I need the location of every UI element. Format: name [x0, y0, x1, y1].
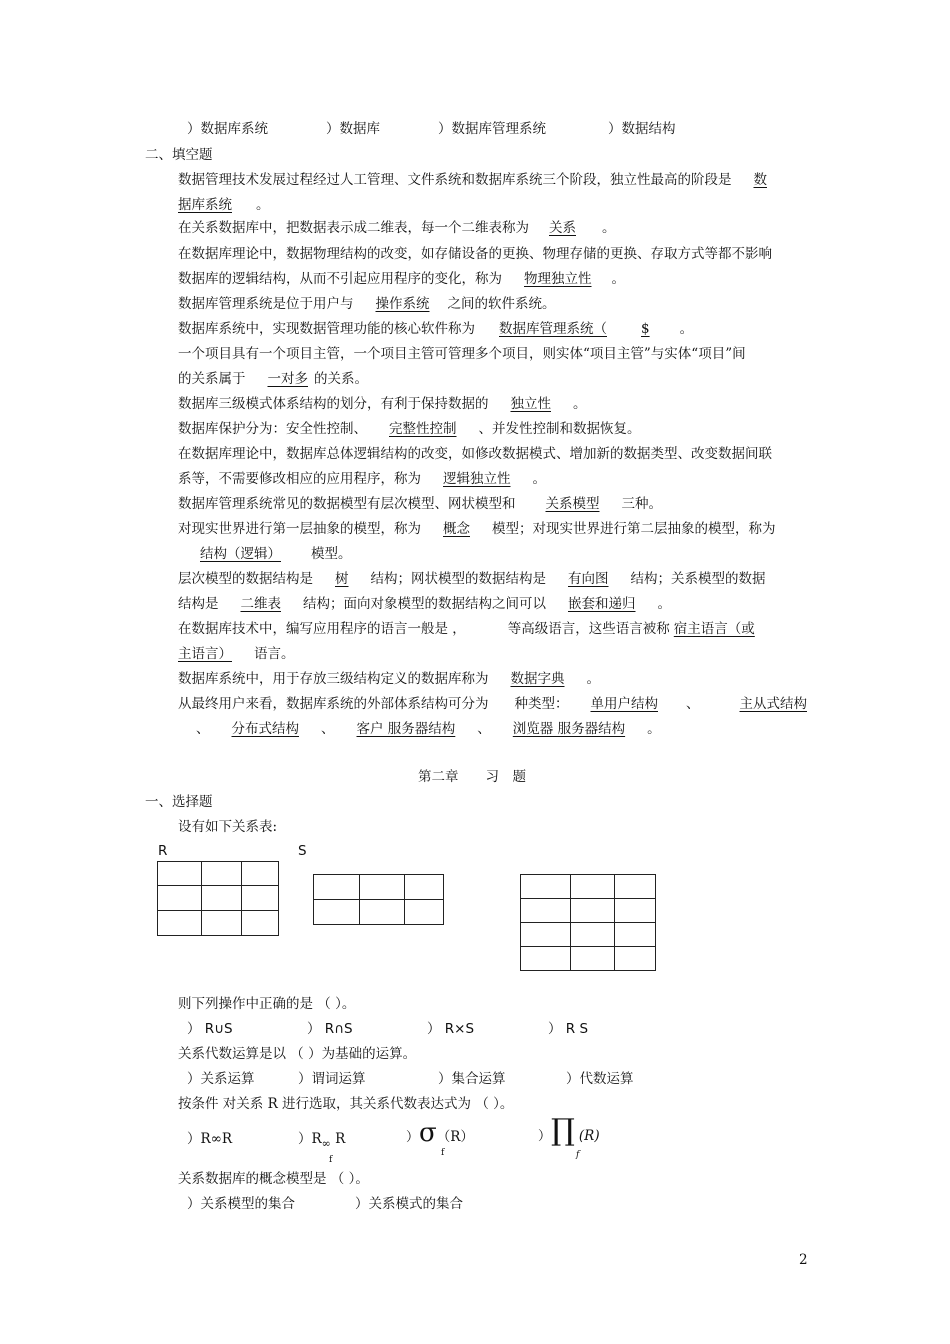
- fill-question-11-cont: 结构（逻辑） 模型。: [200, 546, 352, 562]
- q3-option-c-subscript: f: [441, 1148, 445, 1158]
- q1-stem: 则下列操作中正确的是 （ ）。: [178, 996, 356, 1012]
- question-intro: 设有如下关系表:: [178, 819, 278, 835]
- page-number: 2: [799, 1252, 808, 1268]
- fill-question-3-cont: 数据库的逻辑结构，从而不引起应用程序的变化，称为 物理独立性 。: [178, 271, 625, 287]
- q2-option-b: ）谓词运算: [298, 1071, 366, 1087]
- table-label-s: S: [298, 843, 307, 859]
- fill-question-15: 从最终用户来看，数据库系统的外部体系结构可分为 种类型： 单用户结构 、 主从式结构: [178, 696, 807, 712]
- fill-question-6-cont: 的关系属于 一对多 的关系。: [178, 371, 368, 387]
- fill-question-9: 在数据库理论中，数据库总体逻辑结构的改变，如修改数据模式、增加新的数据类型、改变数据间联: [178, 446, 772, 462]
- option-c: ）数据库管理系统: [438, 121, 546, 137]
- fill-question-1: 数据管理技术发展过程经过人工管理、文件系统和数据库系统三个阶段，独立性最高的阶段是 数: [178, 172, 767, 188]
- option-d: ）数据结构: [608, 121, 676, 137]
- fill-question-12-cont: 结构是 二维表 结构；面向对象模型的数据结构之间可以 嵌套和递归 。: [178, 596, 671, 612]
- q2-stem: 关系代数运算是以 （ ）为基础的运算。: [178, 1046, 417, 1062]
- fill-question-13: 在数据库技术中，编写应用程序的语言一般是 ， 等高级语言，这些语言被称 宿主语言（或: [178, 621, 755, 637]
- fill-question-2: 在关系数据库中，把数据表示成二维表，每一个二维表称为 关系 。: [178, 220, 616, 236]
- q4-option-b: ）关系模式的集合: [355, 1196, 463, 1212]
- q3-option-b: ）$R_\infty$ R: [298, 1131, 346, 1150]
- fill-question-5: 数据库系统中，实现数据管理功能的核心软件称为 数据库管理系统（ $ 。: [178, 321, 694, 337]
- fill-question-11: 对现实世界进行第一层抽象的模型，称为 概念 模型；对现实世界进行第二层抽象的模型，称为: [178, 521, 776, 537]
- fill-question-8: 数据库保护分为：安全性控制、 完整性控制 、并发性控制和数据恢复。: [178, 421, 641, 437]
- option-b: ）数据库: [326, 121, 380, 137]
- q3-stem: 按条件 对关系 R 进行选取，其关系代数表达式为 （ ）。: [178, 1096, 514, 1112]
- fill-question-4: 数据库管理系统是位于用户与 操作系统 之间的软件系统。: [178, 296, 556, 312]
- q3-option-d-subscript: f: [576, 1150, 580, 1160]
- relation-s-table: [313, 874, 444, 925]
- q3-option-d: ）∏ (R): [538, 1113, 600, 1148]
- section-title-fill-blank: 二、填空题: [145, 147, 213, 163]
- fill-question-13-cont: 主语言） 语言。: [178, 646, 295, 662]
- chapter-title: 第二章 习 题: [418, 769, 526, 785]
- q4-option-a: ）关系模型的集合: [187, 1196, 295, 1212]
- q3-option-c: ）σ（R）: [406, 1118, 474, 1148]
- q2-option-a: ）关系运算: [187, 1071, 255, 1087]
- q4-stem: 关系数据库的概念模型是 （ ）。: [178, 1171, 369, 1187]
- table-label-r: R: [158, 843, 168, 859]
- fill-question-14: 数据库系统中，用于存放三级结构定义的数据库称为 数据字典 。: [178, 671, 600, 687]
- fill-question-9-cont: 系等，不需要修改相应的应用程序，称为 逻辑独立性 。: [178, 471, 546, 487]
- q2-option-d: ）代数运算: [566, 1071, 634, 1087]
- fill-question-7: 数据库三级模式体系结构的划分，有利于保持数据的 独立性 。: [178, 396, 587, 412]
- fill-question-3: 在数据库理论中，数据物理结构的改变，如存储设备的更换、物理存储的更换、存取方式等都不影响: [178, 246, 772, 262]
- fill-question-1-cont: 据库系统 。: [178, 197, 270, 213]
- q3-option-b-subscript: f: [329, 1155, 333, 1165]
- q1-option-b: ） R∩S: [307, 1021, 353, 1037]
- fill-question-15-cont: 、 分布式结构 、 客户 服务器结构 、 浏览器 服务器结构 。: [196, 721, 661, 737]
- fill-question-10: 数据库管理系统常见的数据模型有层次模型、网状模型和 关系模型 三种。: [178, 496, 662, 512]
- option-a: ）数据库系统: [187, 121, 268, 137]
- q1-option-c: ） R×S: [427, 1021, 475, 1037]
- fill-question-12: 层次模型的数据结构是 树 结构；网状模型的数据结构是 有向图 结构；关系模型的数据: [178, 571, 766, 587]
- fill-question-6: 一个项目具有一个项目主管，一个项目主管可管理多个项目，则实体“项目主管”与实体“项目”间: [178, 346, 746, 362]
- section-title-choice: 一、选择题: [145, 794, 213, 810]
- q1-option-d: ） R S: [548, 1021, 589, 1037]
- relation-result-table: [520, 874, 656, 971]
- q1-option-a: ） R∪S: [187, 1021, 233, 1037]
- q3-option-a: ）R∞R: [187, 1131, 233, 1147]
- relation-r-table: [157, 861, 279, 936]
- q2-option-c: ）集合运算: [438, 1071, 506, 1087]
